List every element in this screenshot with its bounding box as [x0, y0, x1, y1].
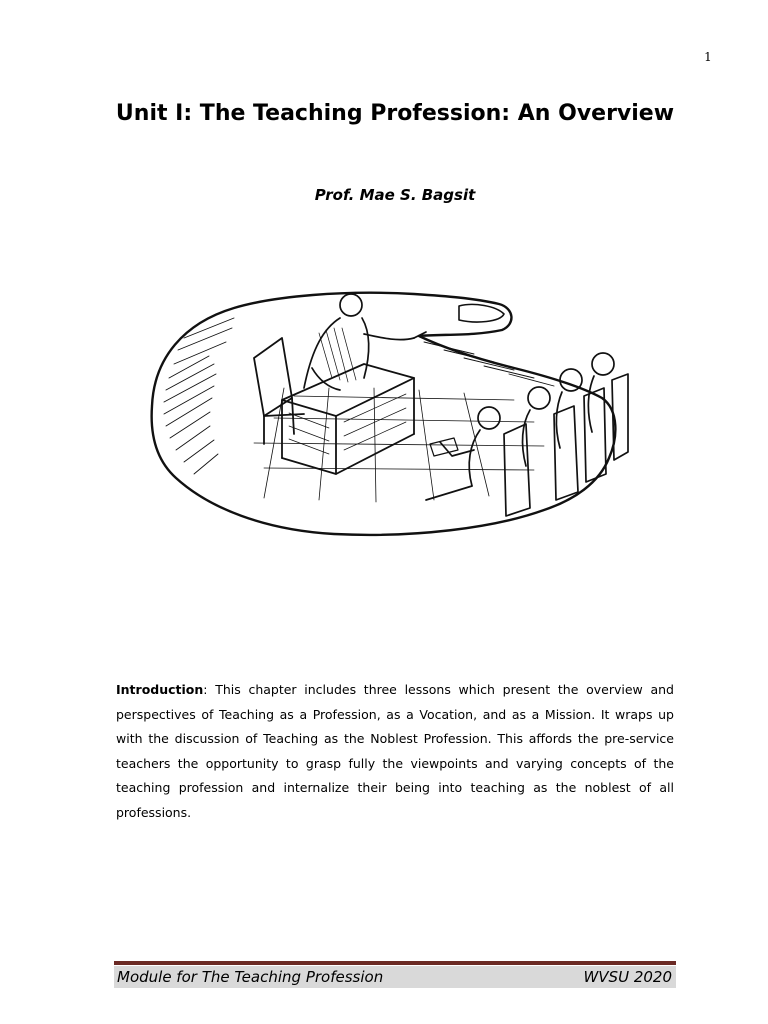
footer-module-title: Module for The Teaching Profession [117, 968, 384, 986]
classroom-in-hand-illustration [114, 238, 654, 554]
introduction-lead: Introduction [116, 682, 204, 697]
hand-outline [152, 293, 616, 535]
introduction-text: : This chapter includes three lessons which present the overview and perspectives of Teaching as a Profession, as a Vocation, and as a Mission. It wraps up with the discussion of Teaching as the Noblest Profession. This affords the pre-service teachers the opportunity to grasp fully the viewpoints and varying concepts of the teaching profession and internalize their being into teaching as the noblest of all professions. [116, 682, 674, 820]
hand-hatching [164, 318, 554, 474]
students-row [426, 353, 628, 516]
page-number: 1 [704, 50, 712, 64]
footer-institution-year: WVSU 2020 [583, 968, 672, 986]
introduction-paragraph [116, 678, 674, 826]
footer-rule [114, 961, 676, 965]
thumb-nail [459, 304, 504, 322]
author-name: Prof. Mae S. Bagsit [314, 186, 476, 204]
teacher-chair [254, 338, 304, 444]
page-title: Unit I: The Teaching Profession: An Overview [115, 101, 675, 126]
page-footer [114, 966, 676, 988]
